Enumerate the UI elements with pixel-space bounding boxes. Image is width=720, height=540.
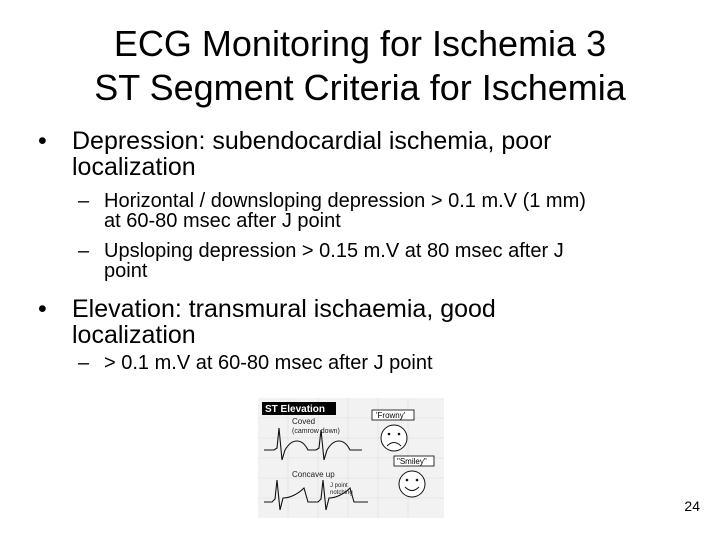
figure-header: ST Elevation bbox=[265, 404, 326, 415]
title-line-2: ST Segment Criteria for Ischemia bbox=[94, 67, 626, 108]
jpoint-label: J point bbox=[330, 483, 348, 489]
coved-sublabel: (camrow down) bbox=[292, 428, 340, 435]
subbullet-text-line-1: Upsloping depression > 0.15 m.V at 80 msec after J bbox=[104, 240, 564, 262]
smiley-face-icon bbox=[399, 471, 425, 497]
coved-label: Coved bbox=[292, 417, 316, 426]
bullet-text-line-1: Elevation: transmural ischaemia, good bbox=[72, 295, 496, 323]
st-elevation-illustration bbox=[258, 398, 444, 518]
dash-mark: – bbox=[78, 352, 90, 374]
frowny-label: 'Frowny' bbox=[376, 411, 406, 420]
st-elevation-figure bbox=[258, 398, 444, 518]
frowny-face-icon bbox=[381, 425, 407, 451]
dash-mark: – bbox=[78, 190, 90, 212]
bullet-mark: • bbox=[38, 295, 47, 323]
bullet-text-line-1: Depression: subendocardial ischemia, poor bbox=[72, 127, 552, 155]
subbullet-text-line-1: Horizontal / downsloping depression > 0.1 m.V (1 mm) bbox=[104, 190, 586, 212]
concave-label: Concave up bbox=[292, 470, 335, 479]
subbullet-text-line-2: at 60-80 msec after J point bbox=[104, 210, 341, 232]
slide-title bbox=[0, 22, 720, 110]
smiley-label: "Smiley" bbox=[397, 457, 427, 466]
page-number: 24 bbox=[684, 498, 700, 514]
jpoint-sublabel: notching bbox=[330, 490, 353, 496]
subbullet-text-line-1: > 0.1 m.V at 60-80 msec after J point bbox=[104, 352, 433, 374]
dash-mark: – bbox=[78, 240, 90, 262]
bullet-text-line-2: localization bbox=[72, 321, 196, 349]
bullet-text-line-2: localization bbox=[72, 153, 196, 181]
bullet-mark: • bbox=[38, 127, 47, 155]
subbullet-text-line-2: point bbox=[104, 260, 148, 282]
title-line-1: ECG Monitoring for Ischemia 3 bbox=[113, 23, 607, 64]
